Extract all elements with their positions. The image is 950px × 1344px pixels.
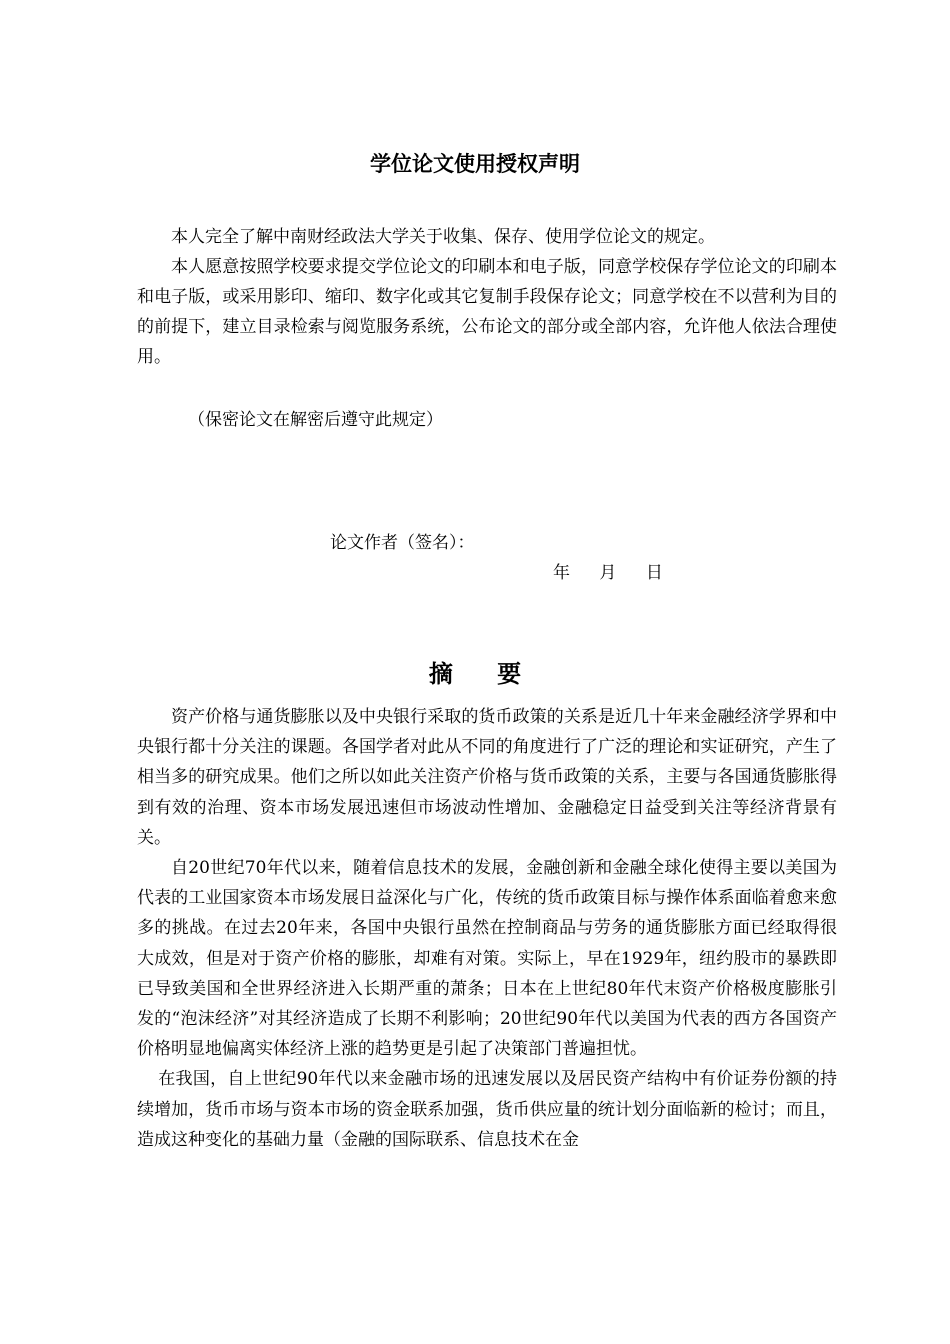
authorization-paragraph: 本人愿意按照学校要求提交学位论文的印刷本和电子版，同意学校保存学位论文的印刷本和电子版，或采用影印、缩印、数字化或其它复制手段保存论文；同意学校在不以营利为目的的前提下，建立目录检索与阅览服务系统，公布论文的部分或全部内容，允许他人依法合理使用。 — [137, 257, 837, 367]
abstract-body — [137, 702, 837, 1155]
confidential-note: （保密论文在解密后遵守此规定） — [188, 410, 443, 430]
authorization-title: 学位论文使用授权声明 — [370, 152, 580, 176]
abstract-title — [0, 654, 950, 689]
signature-date — [553, 558, 687, 588]
authorization-body — [137, 222, 837, 372]
date-month-label: 月 — [599, 563, 617, 583]
date-day-label: 日 — [645, 563, 663, 583]
abstract-title-char: 摘 — [428, 660, 453, 688]
abstract-paragraph: 资产价格与通货膨胀以及中央银行采取的货币政策的关系是近几十年来金融经济学界和中央银行都十分关注的课题。各国学者对此从不同的角度进行了广泛的理论和实证研究，产生了相当多的研究成果。他们之所以如此关注资产价格与货币政策的关系，主要与各国通货膨胀得到有效的治理、资本市场发展迅速但市场波动性增加、金融稳定日益受到关注等经济背景有关。 — [137, 707, 837, 848]
authorization-paragraph: 本人完全了解中南财经政法大学关于收集、保存、使用学位论文的规定。 — [171, 227, 715, 247]
author-signature-label: 论文作者（签名）： — [330, 533, 475, 553]
date-year-label: 年 — [553, 563, 570, 583]
abstract-paragraph: 自20世纪70年代以来，随着信息技术的发展，金融创新和金融全球化使得主要以美国为代表的工业国家资本市场发展日益深化与广化，传统的货币政策目标与操作体系面临着愈来愈多的挑战。在过去20年来，各国中央银行虽然在控制商品与劳务的通货膨胀方面已经取得很大成效，但是对于资产价格的膨胀，却难有对策。实际上，早在1929年，纽约股市的暴跌即已导致美国和全世界经济进入长期严重的萧条；日本在上世纪80年代末资产价格极度膨胀引发的“泡沫经济”对其经济造成了长期不利影响；20世纪90年代以美国为代表的西方各国资产价格明显地偏离实体经济上涨的趋势更是引起了决策部门普遍担忧。 — [137, 858, 837, 1060]
abstract-paragraph: 在我国，自上世纪90年代以来金融市场的迅速发展以及居民资产结构中有价证券份额的持续增加，货币市场与资本市场的资金联系加强，货币供应量的统计划分面临新的检讨；而且，造成这种变化的基础力量（金融的国际联系、信息技术在金 — [137, 1069, 837, 1150]
abstract-title-char: 要 — [497, 660, 522, 688]
